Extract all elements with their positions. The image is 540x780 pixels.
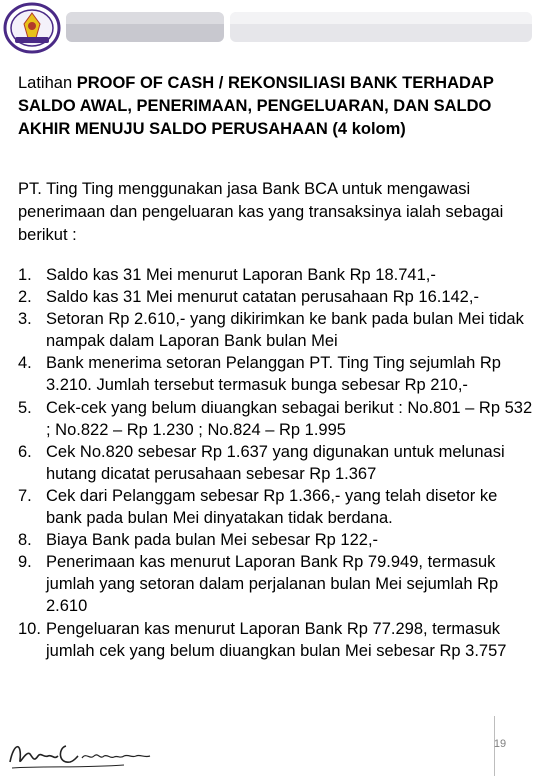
list-item	[18, 441, 533, 485]
footer	[0, 716, 540, 780]
title-prefix: Latihan	[18, 74, 77, 92]
list-item	[18, 618, 533, 662]
university-seal-icon	[2, 2, 62, 54]
list-item-text: Cek dari Pelanggam sebesar Rp 1.366,- yang telah disetor ke bank pada bulan Mei dinyatakan tidak berdana.	[46, 486, 498, 528]
list-item	[18, 485, 533, 529]
page-number: 19	[493, 738, 507, 750]
list-item-text: Penerimaan kas menurut Laporan Bank Rp 79.949, termasuk jumlah yang setoran dalam perjalanan bulan Mei sejumlah Rp 2.610	[46, 553, 499, 616]
list-item	[18, 352, 533, 396]
list-item-number: 2.	[18, 288, 32, 307]
list-item	[18, 308, 533, 352]
header-band-right	[230, 12, 532, 42]
list-item	[18, 529, 533, 551]
list-item-number: 7.	[18, 486, 32, 505]
list-item	[18, 397, 533, 441]
list-item	[18, 551, 533, 617]
list-item-number: 10.	[18, 619, 41, 638]
list-item-text: Bank menerima setoran Pelanggan PT. Ting Ting sejumlah Rp 3.210. Jumlah tersebut termasuk bunga sebesar Rp 210,-	[46, 354, 501, 395]
list-item-number: 9.	[18, 553, 32, 572]
list-item-text: Saldo kas 31 Mei menurut Laporan Bank Rp 18.741,-	[46, 266, 436, 284]
title-bold: PROOF OF CASH / REKONSILIASI BANK TERHADAP SALDO AWAL, PENERIMAAN, PENGELUARAN, DAN SALDO AKHIR MENUJU SALDO PERUSAHAAN (4 kolom)	[18, 74, 494, 138]
list-item-text: Cek No.820 sebesar Rp 1.637 yang digunakan untuk melunasi hutang dicatat perusahaan sebesar Rp 1.367	[46, 442, 505, 483]
list-item	[18, 264, 533, 286]
page-title	[18, 72, 533, 141]
list-item-text: Saldo kas 31 Mei menurut catatan perusahaan Rp 16.142,-	[46, 288, 479, 307]
list-item	[18, 286, 533, 308]
list-item-number: 8.	[18, 531, 32, 550]
list-item-number: 5.	[18, 398, 32, 417]
list-item-text: Cek-cek yang belum diuangkan sebagai berikut : No.801 – Rp 532 ; No.822 – Rp 1.230 ; No.824 – Rp 1.995	[46, 398, 533, 439]
transaction-list	[18, 264, 533, 662]
signature-icon	[4, 732, 159, 774]
header-band-left	[66, 12, 224, 42]
intro-paragraph: PT. Ting Ting menggunakan jasa Bank BCA untuk mengawasi penerimaan dan pengeluaran kas yang transaksinya ialah sebagai berikut :	[18, 180, 504, 244]
list-item-number: 6.	[18, 442, 32, 461]
list-item-text: Setoran Rp 2.610,- yang dikirimkan ke bank pada bulan Mei tidak nampak dalam Laporan Bank bulan Mei	[46, 310, 524, 351]
list-item-number: 1.	[18, 266, 32, 284]
list-item-text: Biaya Bank pada bulan Mei sebesar Rp 122,-	[46, 531, 379, 550]
header-bar	[0, 0, 540, 56]
list-item-number: 4.	[18, 354, 32, 373]
list-item-number: 3.	[18, 310, 32, 329]
list-item-text: Pengeluaran kas menurut Laporan Bank Rp 77.298, termasuk jumlah cek yang belum diuangkan bulan Mei sebesar Rp 3.757	[46, 619, 507, 660]
